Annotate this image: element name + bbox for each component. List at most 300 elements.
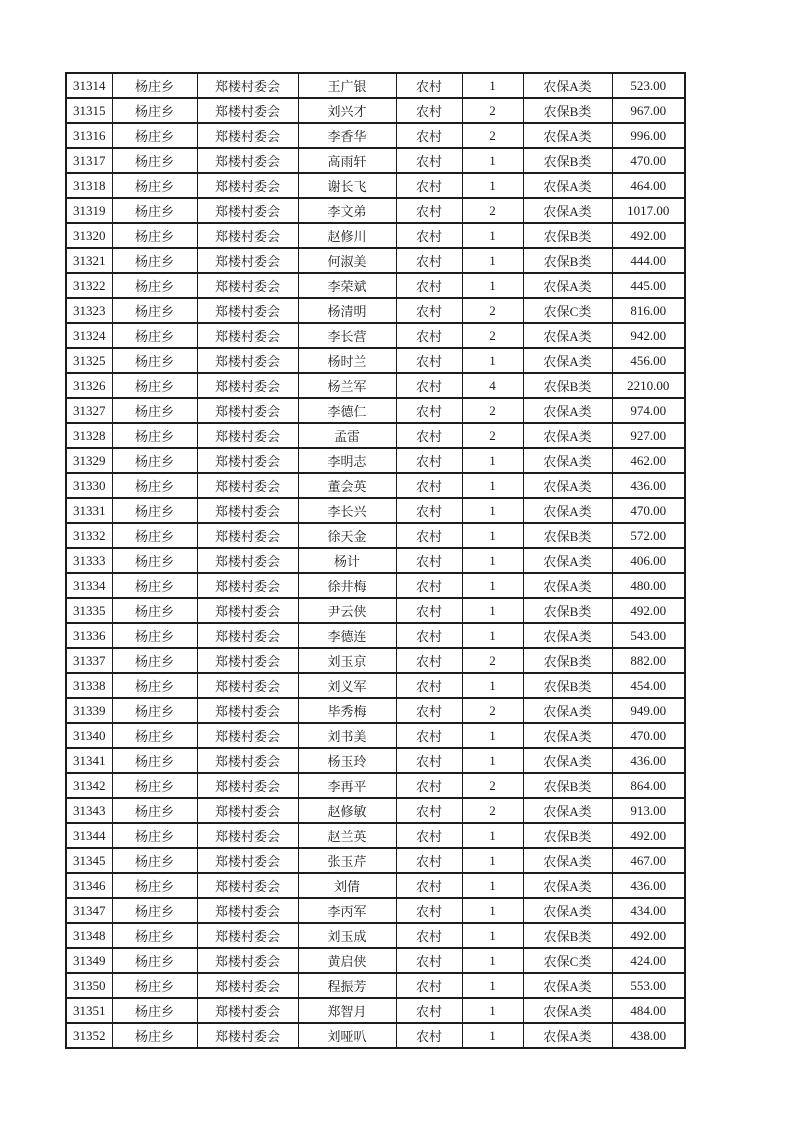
cell-record-id: 31317 — [66, 148, 112, 173]
cell-person-name: 程振芳 — [298, 973, 396, 998]
cell-record-id: 31335 — [66, 598, 112, 623]
cell-person-name: 杨清明 — [298, 298, 396, 323]
cell-person-name: 徐井梅 — [298, 573, 396, 598]
cell-record-id: 31330 — [66, 473, 112, 498]
cell-person-name: 杨兰军 — [298, 373, 396, 398]
cell-person-count: 2 — [462, 798, 523, 823]
table-row — [66, 498, 685, 523]
cell-amount: 467.00 — [612, 848, 685, 873]
cell-person-name: 孟雷 — [298, 423, 396, 448]
table-row — [66, 798, 685, 823]
cell-township: 杨庄乡 — [112, 1023, 197, 1048]
cell-insurance-class: 农保B类 — [523, 773, 612, 798]
cell-residence-type: 农村 — [396, 448, 462, 473]
cell-amount: 996.00 — [612, 123, 685, 148]
cell-village-committee: 郑楼村委会 — [197, 623, 298, 648]
cell-village-committee: 郑楼村委会 — [197, 573, 298, 598]
cell-amount: 492.00 — [612, 923, 685, 948]
cell-record-id: 31336 — [66, 623, 112, 648]
cell-amount: 445.00 — [612, 273, 685, 298]
table-row — [66, 673, 685, 698]
cell-person-count: 2 — [462, 423, 523, 448]
cell-amount: 454.00 — [612, 673, 685, 698]
table-row — [66, 373, 685, 398]
cell-township: 杨庄乡 — [112, 298, 197, 323]
cell-insurance-class: 农保A类 — [523, 848, 612, 873]
cell-person-count: 1 — [462, 448, 523, 473]
cell-amount: 436.00 — [612, 473, 685, 498]
cell-township: 杨庄乡 — [112, 98, 197, 123]
cell-person-count: 1 — [462, 848, 523, 873]
cell-person-count: 2 — [462, 648, 523, 673]
cell-insurance-class: 农保A类 — [523, 498, 612, 523]
cell-township: 杨庄乡 — [112, 573, 197, 598]
cell-insurance-class: 农保A类 — [523, 998, 612, 1023]
table-row — [66, 448, 685, 473]
cell-record-id: 31329 — [66, 448, 112, 473]
cell-insurance-class: 农保A类 — [523, 623, 612, 648]
cell-record-id: 31348 — [66, 923, 112, 948]
cell-record-id: 31316 — [66, 123, 112, 148]
cell-village-committee: 郑楼村委会 — [197, 923, 298, 948]
cell-village-committee: 郑楼村委会 — [197, 1023, 298, 1048]
cell-person-name: 李德仁 — [298, 398, 396, 423]
cell-person-name: 刘玉成 — [298, 923, 396, 948]
cell-amount: 462.00 — [612, 448, 685, 473]
cell-insurance-class: 农保A类 — [523, 173, 612, 198]
cell-record-id: 31328 — [66, 423, 112, 448]
cell-village-committee: 郑楼村委会 — [197, 173, 298, 198]
cell-amount: 470.00 — [612, 723, 685, 748]
cell-record-id: 31344 — [66, 823, 112, 848]
table-row — [66, 1023, 685, 1048]
cell-township: 杨庄乡 — [112, 623, 197, 648]
cell-person-count: 1 — [462, 873, 523, 898]
cell-township: 杨庄乡 — [112, 973, 197, 998]
cell-township: 杨庄乡 — [112, 148, 197, 173]
cell-person-count: 1 — [462, 248, 523, 273]
table-row — [66, 598, 685, 623]
cell-amount: 444.00 — [612, 248, 685, 273]
cell-residence-type: 农村 — [396, 573, 462, 598]
cell-person-name: 李香华 — [298, 123, 396, 148]
cell-township: 杨庄乡 — [112, 448, 197, 473]
cell-village-committee: 郑楼村委会 — [197, 973, 298, 998]
cell-insurance-class: 农保C类 — [523, 298, 612, 323]
cell-residence-type: 农村 — [396, 323, 462, 348]
cell-village-committee: 郑楼村委会 — [197, 498, 298, 523]
cell-amount: 484.00 — [612, 998, 685, 1023]
cell-residence-type: 农村 — [396, 373, 462, 398]
cell-insurance-class: 农保A类 — [523, 348, 612, 373]
cell-record-id: 31349 — [66, 948, 112, 973]
cell-person-name: 杨计 — [298, 548, 396, 573]
cell-township: 杨庄乡 — [112, 723, 197, 748]
cell-residence-type: 农村 — [396, 948, 462, 973]
cell-record-id: 31326 — [66, 373, 112, 398]
cell-person-count: 1 — [462, 548, 523, 573]
cell-amount: 942.00 — [612, 323, 685, 348]
cell-amount: 523.00 — [612, 73, 685, 98]
cell-person-count: 2 — [462, 123, 523, 148]
cell-amount: 470.00 — [612, 148, 685, 173]
cell-record-id: 31347 — [66, 898, 112, 923]
cell-township: 杨庄乡 — [112, 198, 197, 223]
cell-record-id: 31318 — [66, 173, 112, 198]
cell-record-id: 31327 — [66, 398, 112, 423]
cell-insurance-class: 农保A类 — [523, 423, 612, 448]
cell-village-committee: 郑楼村委会 — [197, 673, 298, 698]
cell-village-committee: 郑楼村委会 — [197, 948, 298, 973]
cell-amount: 492.00 — [612, 598, 685, 623]
cell-village-committee: 郑楼村委会 — [197, 748, 298, 773]
cell-person-name: 徐天金 — [298, 523, 396, 548]
cell-insurance-class: 农保A类 — [523, 398, 612, 423]
cell-amount: 406.00 — [612, 548, 685, 573]
cell-record-id: 31339 — [66, 698, 112, 723]
table-row — [66, 148, 685, 173]
cell-person-count: 1 — [462, 948, 523, 973]
cell-village-committee: 郑楼村委会 — [197, 723, 298, 748]
cell-village-committee: 郑楼村委会 — [197, 848, 298, 873]
table-row — [66, 173, 685, 198]
cell-person-count: 1 — [462, 223, 523, 248]
table-row — [66, 523, 685, 548]
cell-residence-type: 农村 — [396, 973, 462, 998]
cell-person-count: 1 — [462, 498, 523, 523]
cell-village-committee: 郑楼村委会 — [197, 698, 298, 723]
cell-amount: 424.00 — [612, 948, 685, 973]
cell-township: 杨庄乡 — [112, 473, 197, 498]
cell-insurance-class: 农保B类 — [523, 823, 612, 848]
cell-residence-type: 农村 — [396, 873, 462, 898]
cell-record-id: 31314 — [66, 73, 112, 98]
cell-record-id: 31338 — [66, 673, 112, 698]
table-row — [66, 323, 685, 348]
cell-amount: 492.00 — [612, 823, 685, 848]
cell-person-count: 1 — [462, 1023, 523, 1048]
cell-insurance-class: 农保A类 — [523, 273, 612, 298]
table-row — [66, 73, 685, 98]
table-row — [66, 198, 685, 223]
cell-township: 杨庄乡 — [112, 823, 197, 848]
cell-person-count: 2 — [462, 698, 523, 723]
cell-person-name: 李德连 — [298, 623, 396, 648]
table-row — [66, 923, 685, 948]
cell-village-committee: 郑楼村委会 — [197, 423, 298, 448]
cell-residence-type: 农村 — [396, 998, 462, 1023]
cell-record-id: 31331 — [66, 498, 112, 523]
cell-township: 杨庄乡 — [112, 248, 197, 273]
cell-village-committee: 郑楼村委会 — [197, 448, 298, 473]
table-row — [66, 398, 685, 423]
cell-person-count: 2 — [462, 298, 523, 323]
cell-person-count: 1 — [462, 473, 523, 498]
cell-village-committee: 郑楼村委会 — [197, 223, 298, 248]
table-row — [66, 898, 685, 923]
table-row — [66, 873, 685, 898]
cell-amount: 434.00 — [612, 898, 685, 923]
cell-township: 杨庄乡 — [112, 923, 197, 948]
cell-record-id: 31351 — [66, 998, 112, 1023]
cell-record-id: 31323 — [66, 298, 112, 323]
cell-amount: 456.00 — [612, 348, 685, 373]
cell-residence-type: 农村 — [396, 273, 462, 298]
cell-person-count: 2 — [462, 98, 523, 123]
cell-residence-type: 农村 — [396, 73, 462, 98]
cell-township: 杨庄乡 — [112, 873, 197, 898]
cell-township: 杨庄乡 — [112, 773, 197, 798]
cell-person-count: 1 — [462, 723, 523, 748]
cell-township: 杨庄乡 — [112, 173, 197, 198]
cell-residence-type: 农村 — [396, 398, 462, 423]
cell-record-id: 31319 — [66, 198, 112, 223]
cell-residence-type: 农村 — [396, 623, 462, 648]
cell-insurance-class: 农保A类 — [523, 898, 612, 923]
cell-amount: 949.00 — [612, 698, 685, 723]
cell-insurance-class: 农保C类 — [523, 948, 612, 973]
cell-township: 杨庄乡 — [112, 373, 197, 398]
table-row — [66, 948, 685, 973]
table-row — [66, 473, 685, 498]
cell-village-committee: 郑楼村委会 — [197, 298, 298, 323]
cell-person-name: 刘义军 — [298, 673, 396, 698]
cell-person-name: 杨玉玲 — [298, 748, 396, 773]
cell-amount: 816.00 — [612, 298, 685, 323]
cell-village-committee: 郑楼村委会 — [197, 98, 298, 123]
cell-person-count: 2 — [462, 198, 523, 223]
cell-person-count: 1 — [462, 973, 523, 998]
cell-residence-type: 农村 — [396, 923, 462, 948]
cell-record-id: 31315 — [66, 98, 112, 123]
cell-village-committee: 郑楼村委会 — [197, 398, 298, 423]
cell-person-count: 1 — [462, 673, 523, 698]
cell-village-committee: 郑楼村委会 — [197, 123, 298, 148]
cell-person-count: 1 — [462, 148, 523, 173]
table-row — [66, 623, 685, 648]
table-row — [66, 123, 685, 148]
cell-amount: 2210.00 — [612, 373, 685, 398]
cell-person-name: 李再平 — [298, 773, 396, 798]
cell-amount: 436.00 — [612, 873, 685, 898]
cell-person-count: 2 — [462, 398, 523, 423]
cell-person-count: 1 — [462, 998, 523, 1023]
cell-person-name: 赵修川 — [298, 223, 396, 248]
cell-village-committee: 郑楼村委会 — [197, 548, 298, 573]
cell-township: 杨庄乡 — [112, 223, 197, 248]
cell-person-name: 毕秀梅 — [298, 698, 396, 723]
cell-person-name: 刘玉京 — [298, 648, 396, 673]
cell-residence-type: 农村 — [396, 123, 462, 148]
cell-village-committee: 郑楼村委会 — [197, 523, 298, 548]
cell-residence-type: 农村 — [396, 148, 462, 173]
cell-person-name: 刘倩 — [298, 873, 396, 898]
cell-village-committee: 郑楼村委会 — [197, 73, 298, 98]
cell-insurance-class: 农保A类 — [523, 448, 612, 473]
cell-record-id: 31321 — [66, 248, 112, 273]
cell-record-id: 31322 — [66, 273, 112, 298]
cell-person-count: 1 — [462, 823, 523, 848]
cell-residence-type: 农村 — [396, 423, 462, 448]
cell-record-id: 31325 — [66, 348, 112, 373]
cell-person-name: 李荣斌 — [298, 273, 396, 298]
table-row — [66, 573, 685, 598]
cell-township: 杨庄乡 — [112, 123, 197, 148]
cell-amount: 492.00 — [612, 223, 685, 248]
cell-record-id: 31332 — [66, 523, 112, 548]
cell-township: 杨庄乡 — [112, 898, 197, 923]
cell-residence-type: 农村 — [396, 1023, 462, 1048]
cell-person-count: 1 — [462, 348, 523, 373]
cell-residence-type: 农村 — [396, 198, 462, 223]
cell-residence-type: 农村 — [396, 848, 462, 873]
table-row — [66, 848, 685, 873]
cell-insurance-class: 农保A类 — [523, 473, 612, 498]
cell-record-id: 31320 — [66, 223, 112, 248]
cell-residence-type: 农村 — [396, 898, 462, 923]
cell-insurance-class: 农保A类 — [523, 1023, 612, 1048]
cell-person-name: 董会英 — [298, 473, 396, 498]
cell-amount: 974.00 — [612, 398, 685, 423]
benefits-table — [65, 72, 686, 1049]
cell-record-id: 31345 — [66, 848, 112, 873]
cell-person-name: 李长兴 — [298, 498, 396, 523]
cell-village-committee: 郑楼村委会 — [197, 373, 298, 398]
cell-village-committee: 郑楼村委会 — [197, 898, 298, 923]
cell-insurance-class: 农保A类 — [523, 698, 612, 723]
cell-person-name: 王广银 — [298, 73, 396, 98]
cell-township: 杨庄乡 — [112, 398, 197, 423]
cell-person-name: 李明志 — [298, 448, 396, 473]
cell-person-name: 刘书美 — [298, 723, 396, 748]
cell-village-committee: 郑楼村委会 — [197, 598, 298, 623]
cell-village-committee: 郑楼村委会 — [197, 798, 298, 823]
cell-person-count: 1 — [462, 748, 523, 773]
cell-record-id: 31352 — [66, 1023, 112, 1048]
cell-village-committee: 郑楼村委会 — [197, 273, 298, 298]
table-row — [66, 248, 685, 273]
cell-village-committee: 郑楼村委会 — [197, 348, 298, 373]
cell-insurance-class: 农保A类 — [523, 573, 612, 598]
cell-residence-type: 农村 — [396, 173, 462, 198]
cell-person-count: 1 — [462, 923, 523, 948]
cell-township: 杨庄乡 — [112, 648, 197, 673]
table-row — [66, 998, 685, 1023]
cell-person-count: 1 — [462, 623, 523, 648]
table-row — [66, 748, 685, 773]
table-row — [66, 273, 685, 298]
cell-amount: 882.00 — [612, 648, 685, 673]
cell-person-count: 4 — [462, 373, 523, 398]
cell-residence-type: 农村 — [396, 748, 462, 773]
cell-insurance-class: 农保B类 — [523, 148, 612, 173]
cell-village-committee: 郑楼村委会 — [197, 473, 298, 498]
cell-residence-type: 农村 — [396, 223, 462, 248]
cell-residence-type: 农村 — [396, 823, 462, 848]
cell-residence-type: 农村 — [396, 548, 462, 573]
cell-record-id: 31343 — [66, 798, 112, 823]
cell-record-id: 31350 — [66, 973, 112, 998]
cell-village-committee: 郑楼村委会 — [197, 648, 298, 673]
cell-insurance-class: 农保B类 — [523, 223, 612, 248]
cell-insurance-class: 农保B类 — [523, 598, 612, 623]
cell-residence-type: 农村 — [396, 798, 462, 823]
table-row — [66, 223, 685, 248]
table-row — [66, 773, 685, 798]
cell-amount: 438.00 — [612, 1023, 685, 1048]
cell-person-name: 何淑美 — [298, 248, 396, 273]
cell-amount: 553.00 — [612, 973, 685, 998]
cell-residence-type: 农村 — [396, 698, 462, 723]
cell-person-name: 黄启侠 — [298, 948, 396, 973]
cell-residence-type: 农村 — [396, 723, 462, 748]
cell-township: 杨庄乡 — [112, 423, 197, 448]
cell-residence-type: 农村 — [396, 98, 462, 123]
cell-person-count: 1 — [462, 598, 523, 623]
cell-residence-type: 农村 — [396, 298, 462, 323]
cell-amount: 913.00 — [612, 798, 685, 823]
cell-insurance-class: 农保B类 — [523, 373, 612, 398]
cell-village-committee: 郑楼村委会 — [197, 773, 298, 798]
cell-amount: 464.00 — [612, 173, 685, 198]
table-row — [66, 823, 685, 848]
cell-township: 杨庄乡 — [112, 673, 197, 698]
cell-record-id: 31337 — [66, 648, 112, 673]
cell-township: 杨庄乡 — [112, 698, 197, 723]
cell-township: 杨庄乡 — [112, 273, 197, 298]
cell-township: 杨庄乡 — [112, 73, 197, 98]
cell-residence-type: 农村 — [396, 598, 462, 623]
cell-residence-type: 农村 — [396, 498, 462, 523]
cell-person-name: 李长营 — [298, 323, 396, 348]
cell-person-name: 赵修敏 — [298, 798, 396, 823]
cell-amount: 967.00 — [612, 98, 685, 123]
table-row — [66, 423, 685, 448]
cell-township: 杨庄乡 — [112, 598, 197, 623]
cell-residence-type: 农村 — [396, 523, 462, 548]
cell-insurance-class: 农保B类 — [523, 673, 612, 698]
cell-person-count: 1 — [462, 898, 523, 923]
cell-amount: 543.00 — [612, 623, 685, 648]
table-row — [66, 648, 685, 673]
table-row — [66, 973, 685, 998]
table-row — [66, 723, 685, 748]
cell-village-committee: 郑楼村委会 — [197, 323, 298, 348]
cell-insurance-class: 农保B类 — [523, 648, 612, 673]
cell-record-id: 31334 — [66, 573, 112, 598]
cell-insurance-class: 农保B类 — [523, 523, 612, 548]
cell-person-count: 1 — [462, 173, 523, 198]
cell-person-name: 张玉芹 — [298, 848, 396, 873]
cell-village-committee: 郑楼村委会 — [197, 148, 298, 173]
table-row — [66, 698, 685, 723]
cell-township: 杨庄乡 — [112, 323, 197, 348]
cell-amount: 927.00 — [612, 423, 685, 448]
cell-insurance-class: 农保A类 — [523, 748, 612, 773]
cell-insurance-class: 农保A类 — [523, 73, 612, 98]
cell-person-name: 刘哑叭 — [298, 1023, 396, 1048]
table-row — [66, 348, 685, 373]
cell-person-name: 刘兴才 — [298, 98, 396, 123]
cell-township: 杨庄乡 — [112, 523, 197, 548]
cell-amount: 572.00 — [612, 523, 685, 548]
cell-person-name: 杨时兰 — [298, 348, 396, 373]
cell-residence-type: 农村 — [396, 673, 462, 698]
cell-record-id: 31333 — [66, 548, 112, 573]
cell-amount: 864.00 — [612, 773, 685, 798]
cell-insurance-class: 农保B类 — [523, 248, 612, 273]
cell-insurance-class: 农保A类 — [523, 973, 612, 998]
